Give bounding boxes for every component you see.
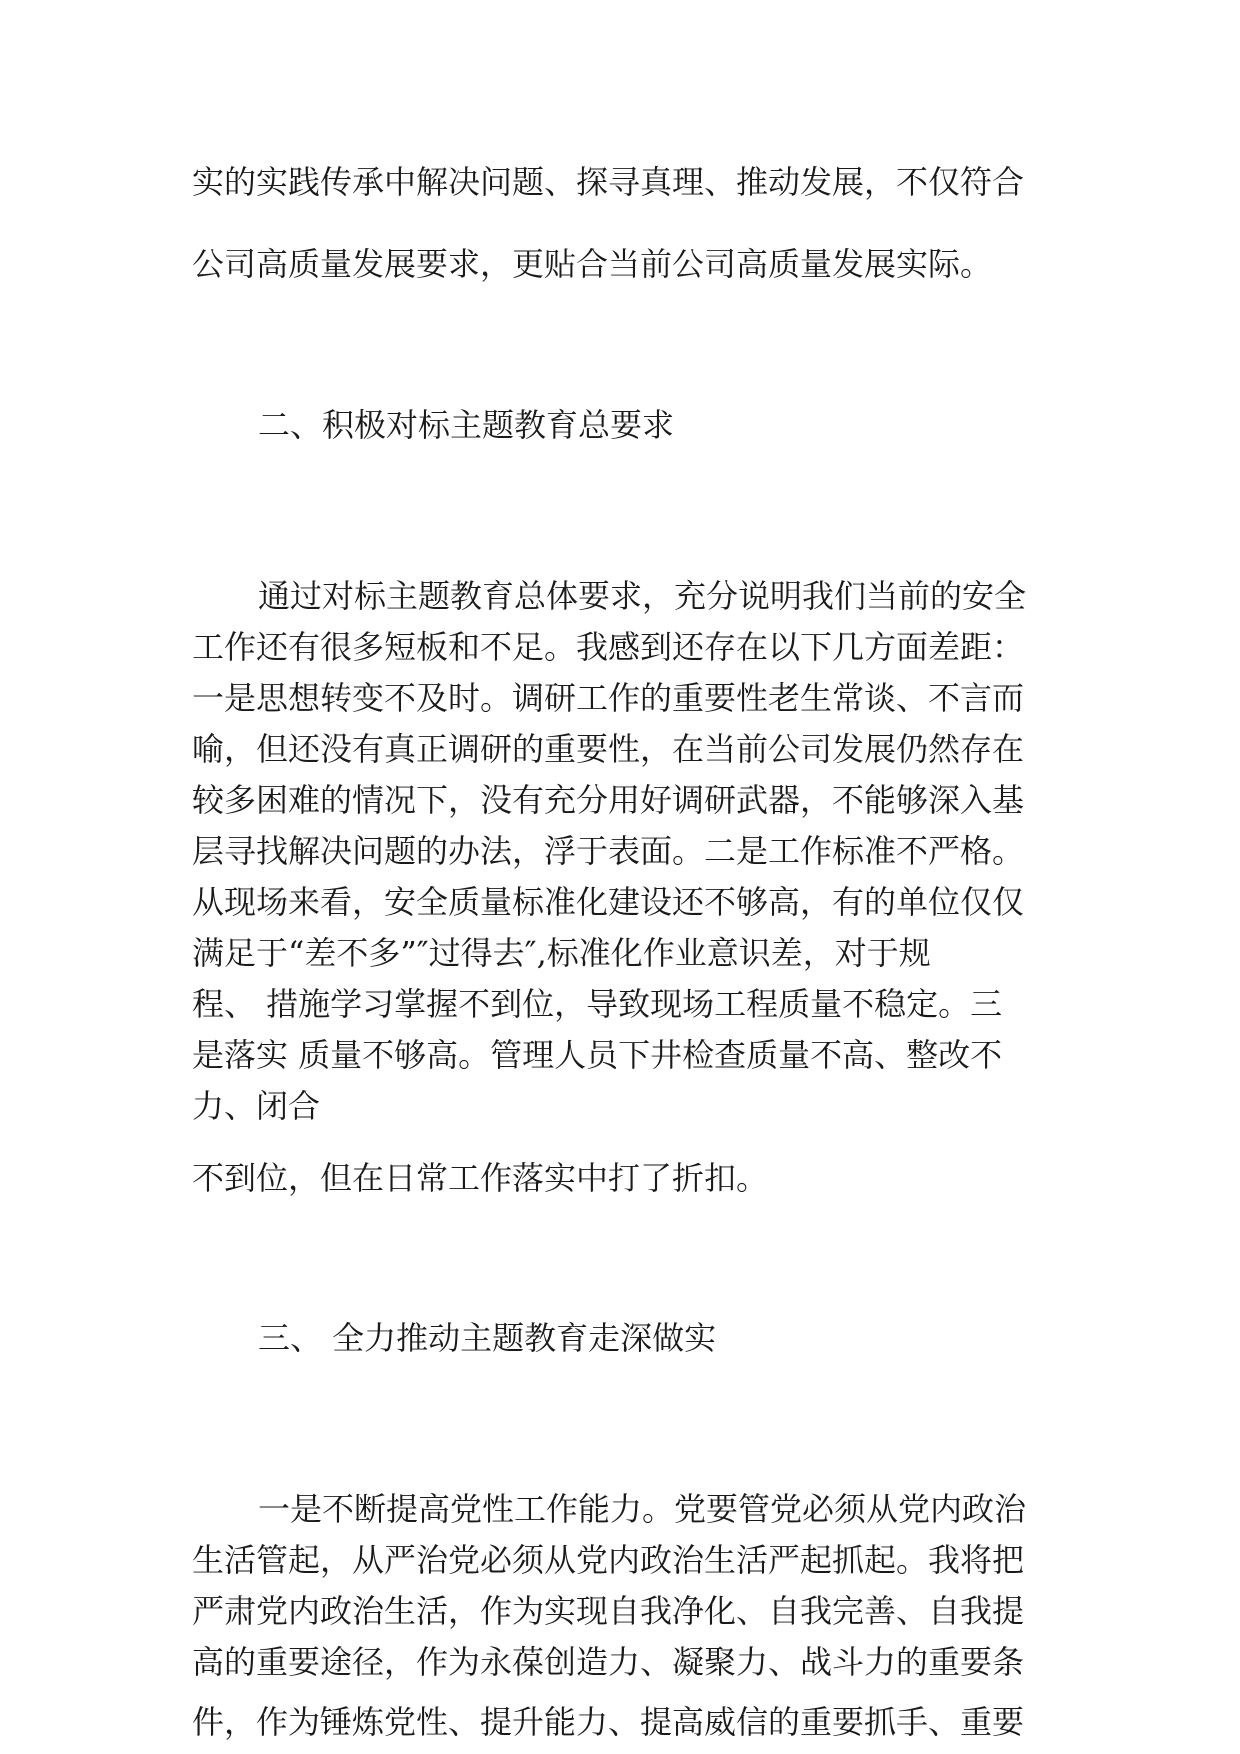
body-text-line: 高的重要途径，作为永葆创造力、凝聚力、战斗力的重要条 xyxy=(192,1643,1025,1681)
body-text-line: 公司高质量发展要求，更贴合当前公司高质量发展实际。 xyxy=(192,245,993,283)
body-text-line: 层寻找解决问题的办法，浮于表面。二是工作标准不严格。 xyxy=(192,832,1025,870)
body-text-line: 程、 措施学习掌握不到位，导致现场工程质量不稳定。三 xyxy=(192,985,1003,1023)
body-text-line: 从现场来看，安全质量标准化建设还不够高，有的单位仅仅 xyxy=(192,883,1025,921)
body-text-line: 一是思想转变不及时。调研工作的重要性老生常谈、不言而 xyxy=(192,679,1025,717)
body-text-line: 工作还有很多短板和不足。我感到还存在以下几方面差距： xyxy=(192,628,1025,666)
body-text-line: 喻，但还没有真正调研的重要性，在当前公司发展仍然存在 xyxy=(192,730,1025,768)
body-text-line: 较多困难的情况下，没有充分用好调研武器，不能够深入基 xyxy=(192,781,1025,819)
body-text-line: 一是不断提高党性工作能力。党要管党必须从党内政治 xyxy=(258,1490,1027,1528)
body-text-line: 通过对标主题教育总体要求，充分说明我们当前的安全 xyxy=(258,577,1027,615)
section-heading-2: 二、积极对标主题教育总要求 xyxy=(258,406,675,444)
body-text-line: 满足于“差不多”″过得去″,标准化作业意识差，对于规 xyxy=(192,934,931,972)
body-text-line: 件，作为锤炼党性、提升能力、提高威信的重要抓手、重要 xyxy=(192,1703,1025,1741)
body-text-line: 实的实践传承中解决问题、探寻真理、推动发展，不仅符合 xyxy=(192,163,1025,201)
body-text-line: 严肃党内政治生活，作为实现自我净化、自我完善、自我提 xyxy=(192,1592,1025,1630)
section-heading-3: 三、 全力推动主题教育走深做实 xyxy=(258,1319,717,1357)
body-text-line: 力、闭合 xyxy=(192,1087,321,1125)
body-text-line: 是落实 质量不够高。管理人员下井检查质量不高、整改不 xyxy=(192,1036,1003,1074)
body-text-line: 不到位，但在日常工作落实中打了折扣。 xyxy=(192,1159,769,1197)
body-text-line: 生活管起，从严治党必须从党内政治生活严起抓起。我将把 xyxy=(192,1541,1025,1579)
